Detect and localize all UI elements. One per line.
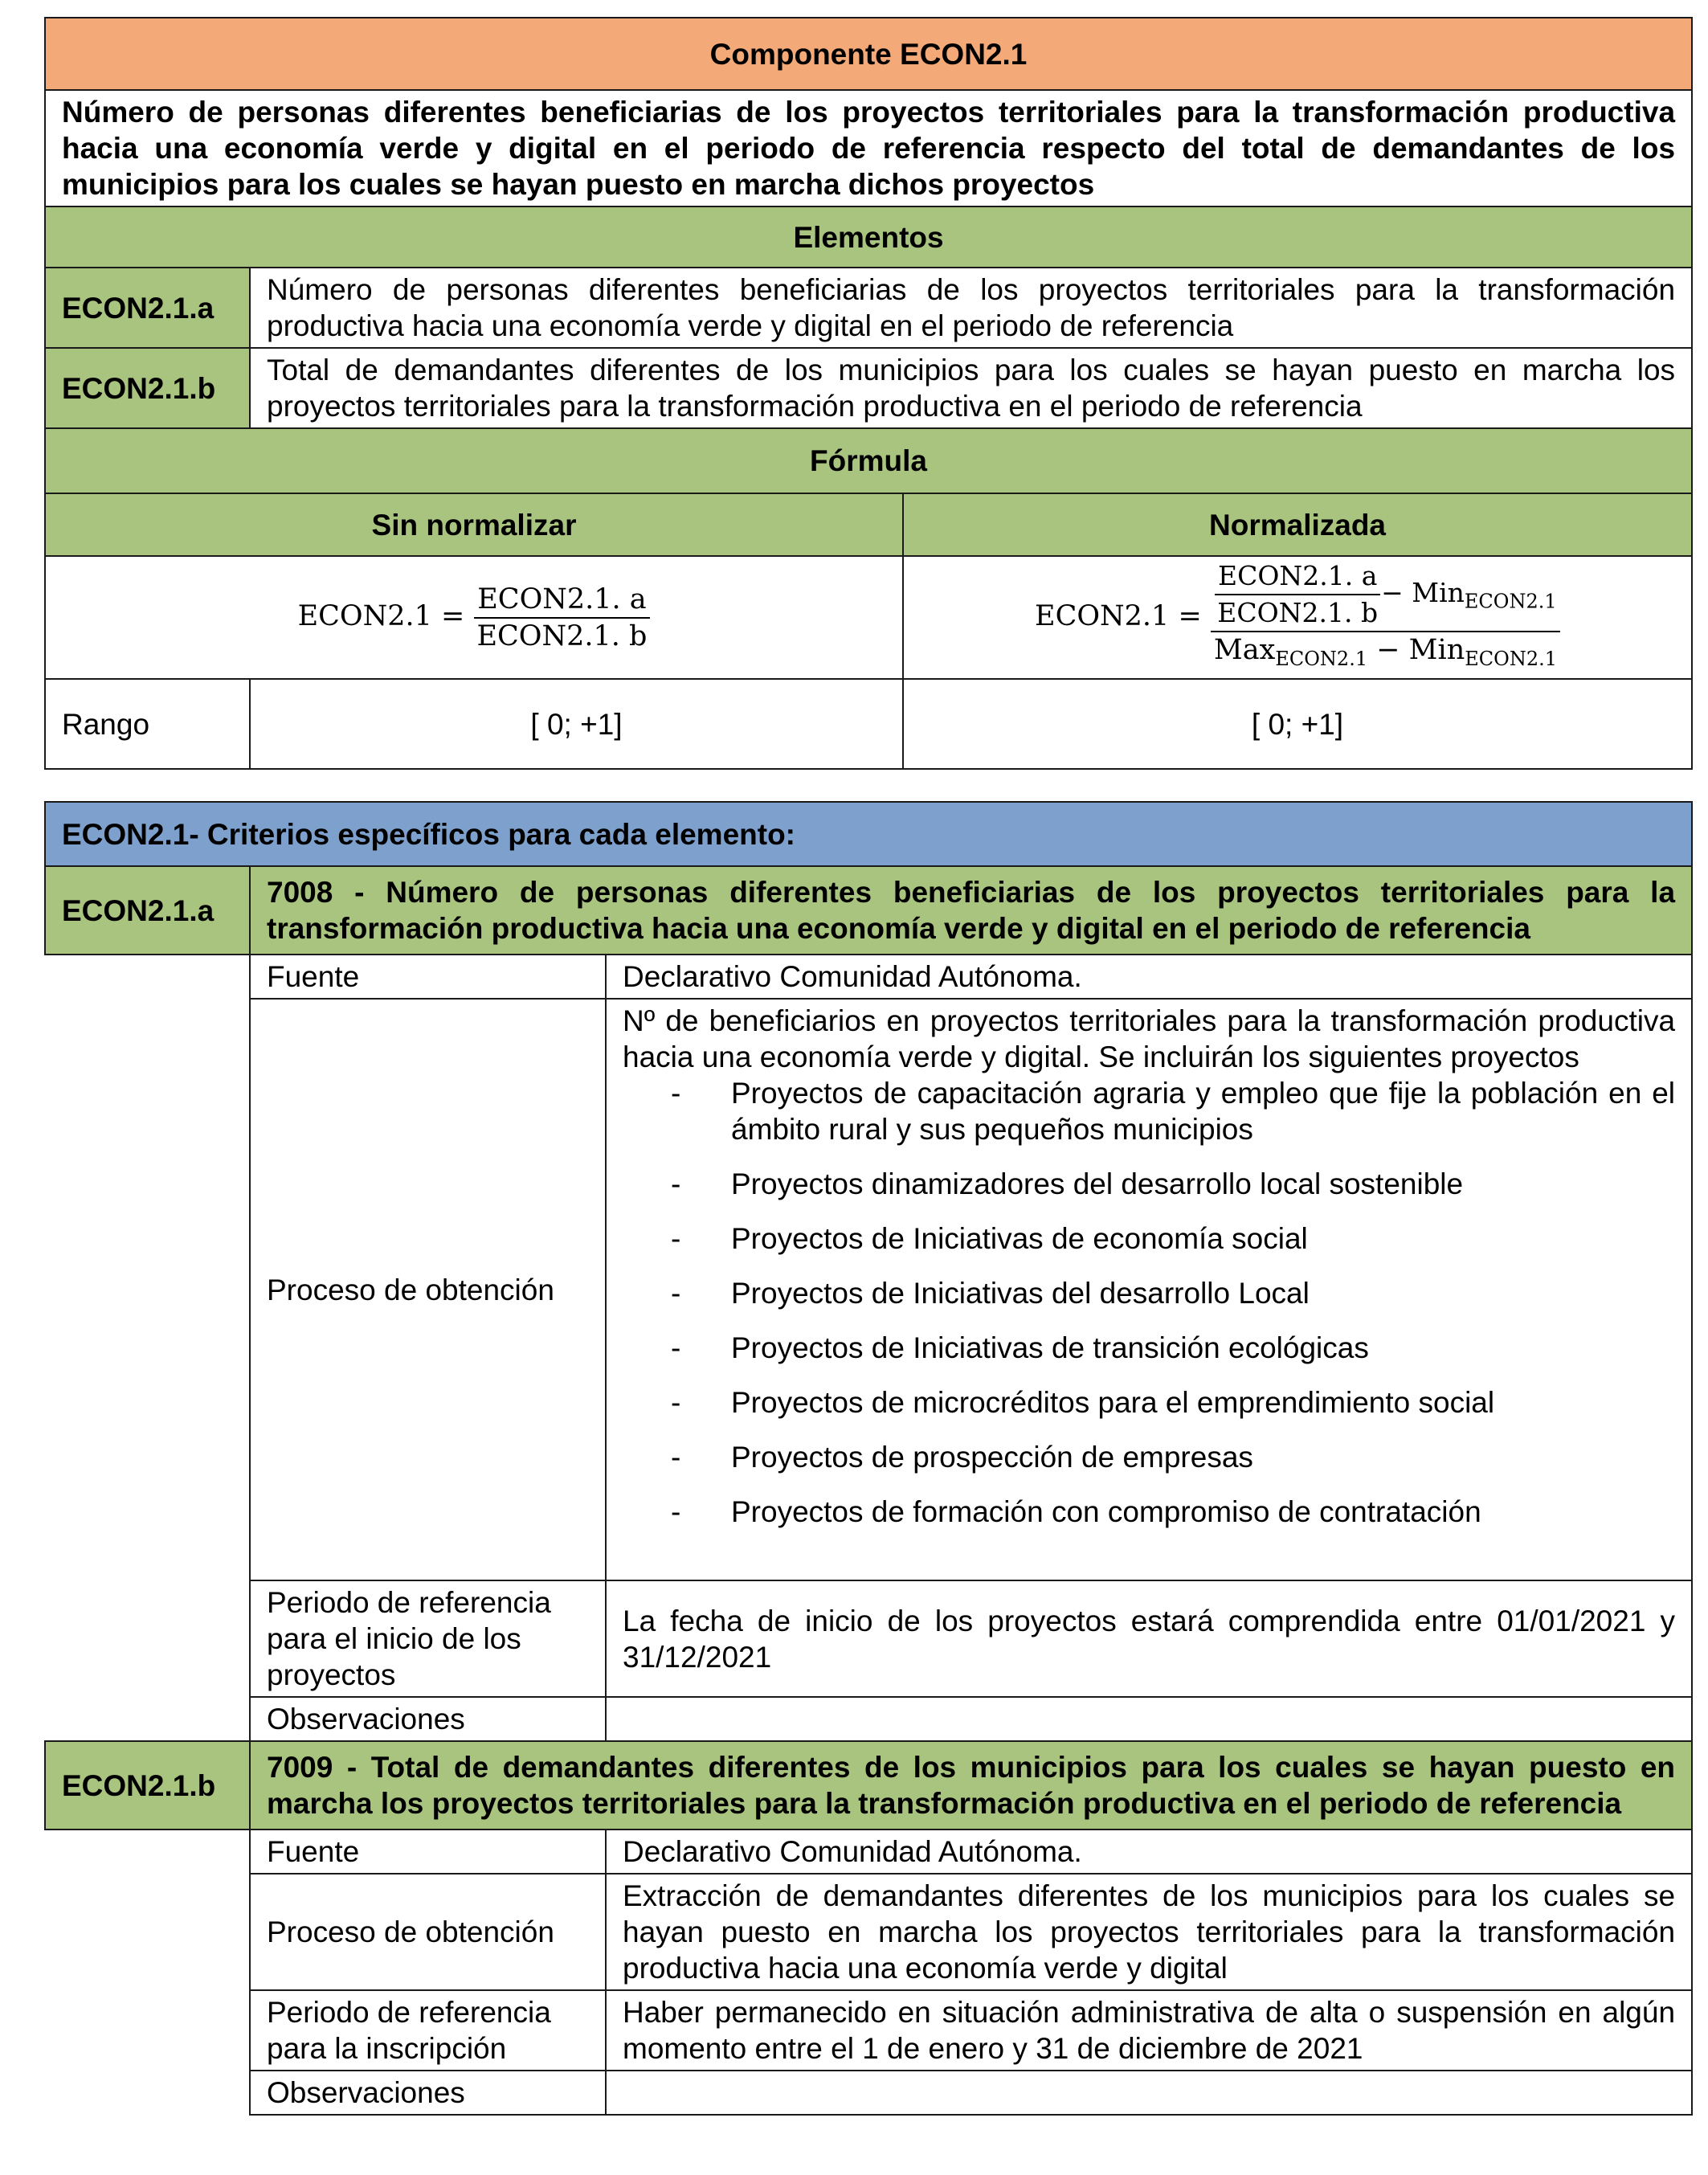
list-item: - Proyectos de formación con compromiso de contratación [671, 1495, 1481, 1528]
formula-inner-numerator: ECON2.1. a [1215, 560, 1380, 595]
fuente-value-a: Declarativo Comunidad Autónoma. [606, 955, 1692, 999]
component-table [44, 17, 1693, 770]
spacer-b [45, 1830, 250, 2115]
formula-normalized-fraction [1211, 560, 1560, 675]
formula-normalized-expr [1035, 560, 1560, 670]
proceso-value-b: Extracción de demandantes diferentes de los municipios para los cuales se hayan puesto en marcha los proyectos territoriales para la transformación productiva hacia una economía verde y digital [606, 1874, 1692, 1990]
formula-col-normalizada: Normalizada [903, 493, 1692, 556]
formula-inner-denominator: ECON2.1. b [1217, 597, 1379, 628]
periodo-value-b: Haber permanecido en situación administrativa de alta o suspensión en algún momento entre el 1 de enero y 31 de diciembre de 2021 [606, 1990, 1692, 2071]
obs-label-a: Observaciones [250, 1697, 606, 1741]
periodo-label-a: Periodo de referencia para el inicio de los proyectos [250, 1580, 606, 1697]
list-item: - Proyectos de microcréditos para el emprendimiento social [671, 1386, 1495, 1419]
formula-minus-min-den: − Min [1367, 634, 1465, 666]
obs-value-b [606, 2071, 1692, 2115]
formula-col-sin-normalizar: Sin normalizar [45, 493, 903, 556]
formula-lhs-normalized: ECON2.1 = [1035, 600, 1202, 632]
proceso-label-a: Proceso de obtención [250, 999, 606, 1580]
criteria-header: ECON2.1- Criterios específicos para cada elemento: [45, 802, 1692, 866]
element-text-a: Número de personas diferentes beneficiarias de los proyectos territoriales para la transformación productiva hacia una economía verde y digital en el periodo de referencia [250, 268, 1692, 348]
formula-lhs: ECON2.1 = [297, 600, 465, 632]
list-item: - Proyectos de Iniciativas de transición ecológicas [671, 1331, 1369, 1364]
criteria-table [44, 801, 1693, 2116]
fuente-value-b: Declarativo Comunidad Autónoma. [606, 1830, 1692, 1874]
range-unnormalized: [ 0; +1] [250, 679, 903, 769]
proceso-label-b: Proceso de obtención [250, 1874, 606, 1990]
formula-normalized [903, 556, 1692, 679]
formula-minus-min: − Min [1381, 577, 1465, 608]
criteria-title-b: 7009 - Total de demandantes diferentes de los municipios para los cuales se hayan puesto en marcha los proyectos territoriales para la transformación productiva en el periodo de referencia [250, 1741, 1692, 1830]
criteria-title-a: 7008 - Número de personas diferentes beneficiarias de los proyectos territoriales para la transformación productiva hacia una economía verde y digital en el periodo de referencia [250, 866, 1692, 955]
fuente-label-a: Fuente [250, 955, 606, 999]
criteria-code-a: ECON2.1.a [45, 866, 250, 955]
formula-denominator: ECON2.1. b [476, 619, 648, 652]
element-text-b: Total de demandantes diferentes de los municipios para los cuales se hayan puesto en marcha los proyectos territoriales para la transformación productiva en el periodo de referencia [250, 348, 1692, 428]
list-item: - Proyectos de Iniciativas del desarrollo Local [671, 1277, 1310, 1310]
formula-sub-max: ECON2.1 [1275, 648, 1368, 670]
range-label: Rango [45, 679, 250, 769]
elements-header: Elementos [45, 206, 1692, 268]
periodo-value-a: La fecha de inicio de los proyectos estará comprendida entre 01/01/2021 y 31/12/2021 [606, 1580, 1692, 1697]
formula-sub-min: ECON2.1 [1464, 590, 1557, 613]
formula-numerator: ECON2.1. a [474, 583, 649, 619]
list-item: - Proyectos de Iniciativas de economía social [671, 1222, 1308, 1255]
proceso-value-a [606, 999, 1692, 1580]
formula-sub-min-den: ECON2.1 [1465, 648, 1557, 670]
formula-unnormalized [45, 556, 903, 679]
periodo-label-b: Periodo de referencia para la inscripción [250, 1990, 606, 2071]
obs-value-a [606, 1697, 1692, 1741]
obs-label-b: Observaciones [250, 2071, 606, 2115]
formula-unnormalized-expr [297, 583, 651, 652]
range-normalized: [ 0; +1] [903, 679, 1692, 769]
component-description: Número de personas diferentes beneficiarias de los proyectos territoriales para la transformación productiva hacia una economía verde y digital en el periodo de referencia respecto del total de demandantes de los municipios para los cuales se hayan puesto en marcha dichos proyectos [45, 90, 1692, 206]
proceso-list-a [623, 1075, 1675, 1530]
formula-inner-fraction [1214, 560, 1381, 629]
formula-normalized-denominator [1211, 632, 1560, 675]
element-code-b: ECON2.1.b [45, 348, 250, 428]
list-item: - Proyectos de capacitación agraria y empleo que fije la población en el ámbito rural y sus pequeños municipios [671, 1077, 1676, 1146]
fuente-label-b: Fuente [250, 1830, 606, 1874]
list-item: - Proyectos dinamizadores del desarrollo local sostenible [671, 1167, 1464, 1200]
proceso-intro-a: Nº de beneficiarios en proyectos territoriales para la transformación productiva hacia una economía verde y digital. Se incluirán los siguientes proyectos [623, 1004, 1676, 1073]
formula-header: Fórmula [45, 428, 1692, 493]
spacer-a [45, 955, 250, 1741]
criteria-code-b: ECON2.1.b [45, 1741, 250, 1830]
formula-fraction [473, 583, 650, 652]
formula-max: Max [1213, 634, 1276, 666]
formula-normalized-numerator [1211, 560, 1559, 632]
element-code-a: ECON2.1.a [45, 268, 250, 348]
component-header: Componente ECON2.1 [45, 18, 1692, 90]
list-item: - Proyectos de prospección de empresas [671, 1441, 1253, 1474]
